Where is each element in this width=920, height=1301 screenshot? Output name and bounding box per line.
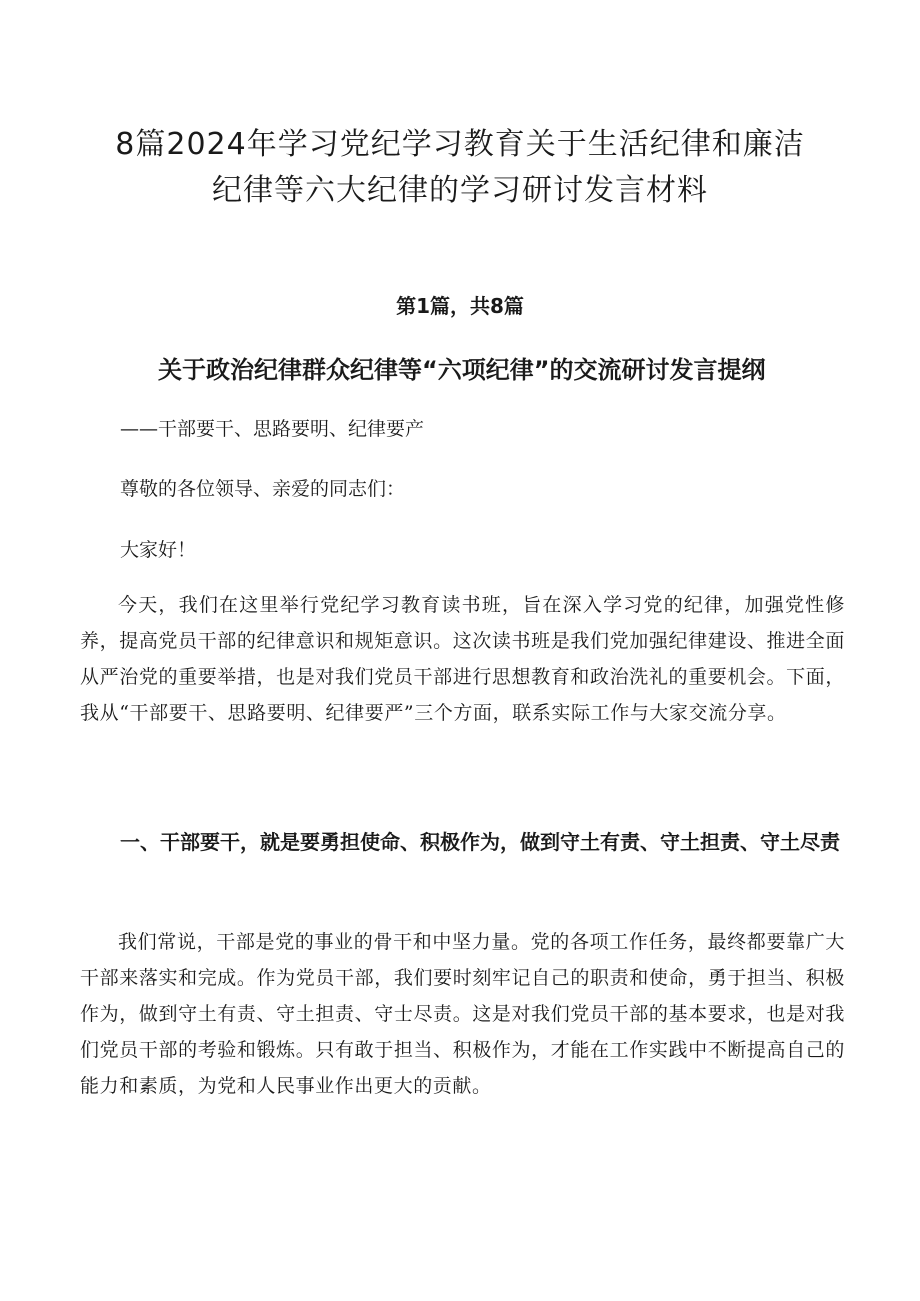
document-title-line-1: 8篇2024年学习党纪学习教育关于生活纪律和廉洁 — [115, 127, 805, 162]
part-label: 第1篇，共8篇 — [396, 294, 524, 318]
paragraph-section-1: 我们常说，干部是党的事业的骨干和中坚力量。党的各项工作任务，最终都要靠广大干部来落实和完成。作为党员干部，我们要时刻牢记自己的职责和使命，勇于担当、积极作为，做到守土有责、守土担责、守士尽责。这是对我们党员干部的基本要求，也是对我们党员干部的考验和锻炼。只有敢于担当、积极作为，才能在工作实践中不断提高自己的能力和素质，为党和人民事业作出更大的贡献。 — [80, 931, 845, 1097]
subtitle-dash-line: ——干部要干、思路要明、纪律要产 — [120, 418, 425, 440]
section-subtitle: 关于政治纪律群众纪律等“六项纪律”的交流研讨发言提纲 — [158, 356, 766, 384]
hello-line: 大家好！ — [120, 539, 197, 561]
document-title-line-2: 纪律等六大纪律的学习研讨发言材料 — [212, 173, 708, 208]
paragraph-intro: 今天，我们在这里举行党纪学习教育读书班，旨在深入学习党的纪律，加强党性修养，提高党员干部的纪律意识和规矩意识。这次读书班是我们党加强纪律建设、推进全面从严治党的重要举措，也是对我们党员干部进行思想教育和政治洗礼的重要机会。下面，我从“干部要干、思路要明、纪律要严”三个方面，联系实际工作与大家交流分享。 — [80, 594, 845, 724]
heading-section-1: 一、干部要干，就是要勇担使命、积极作为，做到守土有责、守土担责、守土尽责 — [120, 830, 840, 854]
greeting-line: 尊敬的各位领导、亲爱的同志们： — [120, 478, 406, 500]
